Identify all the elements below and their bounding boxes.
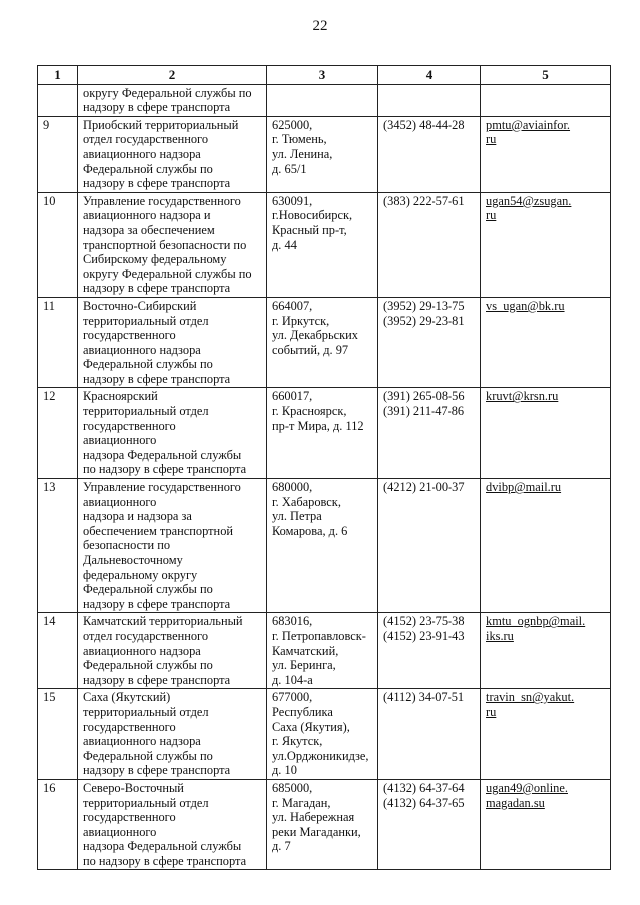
- column-header-1: 1: [38, 66, 78, 85]
- table-row: [38, 388, 611, 479]
- row-number-cell: 15: [38, 689, 78, 780]
- organization-name-cell: Приобский территориальный отдел государственного авиационного надзора Федеральной службы по надзору в сфере транспорта: [78, 116, 267, 192]
- phone-cell: (3952) 29-13-75 (3952) 29-23-81: [378, 297, 481, 388]
- phone-cell: (4132) 64-37-64 (4132) 64-37-65: [378, 779, 481, 870]
- organization-name-cell: Восточно-Сибирский территориальный отдел государственного авиационного надзора Федеральной службы по надзору в сфере транспорта: [78, 297, 267, 388]
- email-cell[interactable]: kmtu_ognbp@mail. iks.ru: [481, 613, 611, 689]
- phone-cell: (383) 222-57-61: [378, 192, 481, 297]
- table-row: [38, 116, 611, 192]
- address-cell: 625000, г. Тюмень, ул. Ленина, д. 65/1: [267, 116, 378, 192]
- row-number-cell: 16: [38, 779, 78, 870]
- address-cell: 683016, г. Петропавловск- Камчатский, ул. Беринга, д. 104-а: [267, 613, 378, 689]
- address-cell: 660017, г. Красноярск, пр-т Мира, д. 112: [267, 388, 378, 479]
- table-row: [38, 192, 611, 297]
- row-number-cell: [38, 84, 78, 116]
- organization-name-cell: Северо-Восточный территориальный отдел государственного авиационного надзора Федеральной службы по надзору в сфере транспорта: [78, 779, 267, 870]
- row-number-cell: 12: [38, 388, 78, 479]
- email-cell[interactable]: travin_sn@yakut. ru: [481, 689, 611, 780]
- organization-name-cell: Управление государственного авиационного надзора и надзора за обеспечением транспортной безопасности по Дальневосточному федеральному округу Федеральной службы по надзору в сфере транспорта: [78, 479, 267, 613]
- table-row: [38, 779, 611, 870]
- organization-name-cell: Камчатский территориальный отдел государственного авиационного надзора Федеральной службы по надзору в сфере транспорта: [78, 613, 267, 689]
- table-row: [38, 613, 611, 689]
- row-number-cell: 11: [38, 297, 78, 388]
- phone-cell: (3452) 48-44-28: [378, 116, 481, 192]
- email-cell[interactable]: ugan54@zsugan. ru: [481, 192, 611, 297]
- organization-name-cell: Красноярский территориальный отдел государственного авиационного надзора Федеральной службы по надзору в сфере транспорта: [78, 388, 267, 479]
- email-cell[interactable]: kruvt@krsn.ru: [481, 388, 611, 479]
- column-header-5: 5: [481, 66, 611, 85]
- phone-cell: (4112) 34-07-51: [378, 689, 481, 780]
- address-cell: [267, 84, 378, 116]
- column-header-3: 3: [267, 66, 378, 85]
- phone-cell: [378, 84, 481, 116]
- address-cell: 664007, г. Иркутск, ул. Декабрьских событий, д. 97: [267, 297, 378, 388]
- phone-cell: (4152) 23-75-38 (4152) 23-91-43: [378, 613, 481, 689]
- email-cell[interactable]: dvibp@mail.ru: [481, 479, 611, 613]
- table-row: [38, 84, 611, 116]
- email-cell[interactable]: pmtu@aviainfor. ru: [481, 116, 611, 192]
- organization-name-cell: Саха (Якутский) территориальный отдел государственного авиационного надзора Федеральной службы по надзору в сфере транспорта: [78, 689, 267, 780]
- email-cell[interactable]: ugan49@online. magadan.su: [481, 779, 611, 870]
- organization-name-cell: Управление государственного авиационного надзора и надзора за обеспечением транспортной безопасности по Сибирскому федеральному округу Федеральной службы по надзору в сфере транспорта: [78, 192, 267, 297]
- phone-cell: (391) 265-08-56 (391) 211-47-86: [378, 388, 481, 479]
- table-row: [38, 479, 611, 613]
- address-cell: 677000, Республика Саха (Якутия), г. Якутск, ул.Орджоникидзе, д. 10: [267, 689, 378, 780]
- page-number: 22: [312, 18, 328, 34]
- table-header-row: [38, 66, 611, 85]
- organization-name-cell: округу Федеральной службы по надзору в сфере транспорта: [78, 84, 267, 116]
- column-header-2: 2: [78, 66, 267, 85]
- organizations-table: [37, 65, 611, 870]
- column-header-4: 4: [378, 66, 481, 85]
- phone-cell: (4212) 21-00-37: [378, 479, 481, 613]
- row-number-cell: 10: [38, 192, 78, 297]
- address-cell: 685000, г. Магадан, ул. Набережная реки Магаданки, д. 7: [267, 779, 378, 870]
- address-cell: 630091, г.Новосибирск, Красный пр-т, д. 44: [267, 192, 378, 297]
- row-number-cell: 14: [38, 613, 78, 689]
- row-number-cell: 13: [38, 479, 78, 613]
- email-cell[interactable]: vs_ugan@bk.ru: [481, 297, 611, 388]
- table-row: [38, 689, 611, 780]
- table-row: [38, 297, 611, 388]
- address-cell: 680000, г. Хабаровск, ул. Петра Комарова, д. 6: [267, 479, 378, 613]
- email-cell[interactable]: [481, 84, 611, 116]
- row-number-cell: 9: [38, 116, 78, 192]
